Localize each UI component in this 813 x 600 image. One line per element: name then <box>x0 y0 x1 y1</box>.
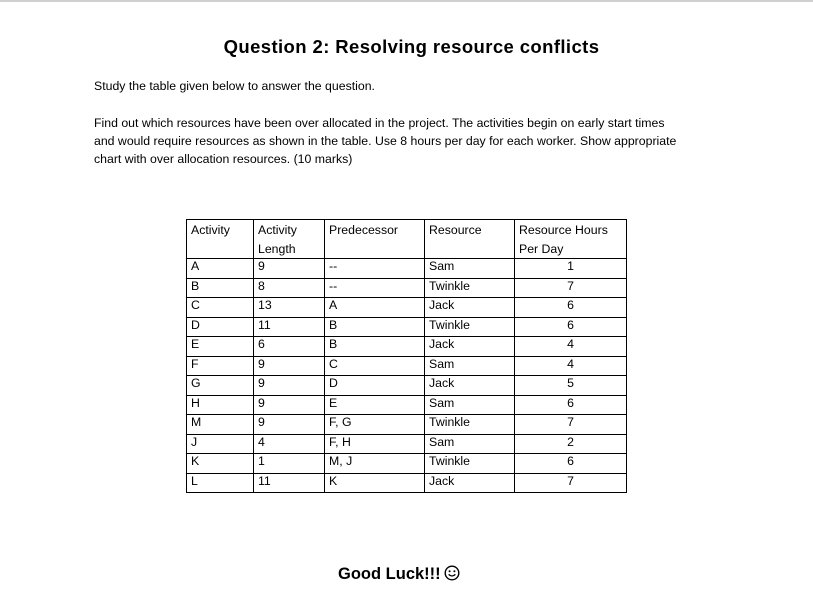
question-title: Question 2: Resolving resource conflicts <box>223 36 600 57</box>
activity-resource-table <box>186 219 627 493</box>
header-activity: Activity <box>187 220 254 259</box>
header-hours-line1: Resource Hours <box>519 223 608 237</box>
cell-resource-hours: 7 <box>515 278 627 298</box>
table-row <box>187 415 627 435</box>
table-row <box>187 473 627 493</box>
cell-resource-hours: 6 <box>515 317 627 337</box>
cell-resource-hours: 6 <box>515 395 627 415</box>
cell-predecessor: A <box>325 298 425 318</box>
cell-length: 9 <box>254 395 325 415</box>
table-row <box>187 395 627 415</box>
cell-length: 9 <box>254 356 325 376</box>
table-row <box>187 434 627 454</box>
cell-length: 9 <box>254 415 325 435</box>
cell-resource-hours: 6 <box>515 298 627 318</box>
cell-predecessor: B <box>325 317 425 337</box>
cell-resource: Sam <box>425 356 515 376</box>
cell-resource: Jack <box>425 376 515 396</box>
closing-text: Good Luck!!! <box>338 565 441 583</box>
cell-activity: C <box>187 298 254 318</box>
cell-length: 1 <box>254 454 325 474</box>
table-header-row <box>187 220 627 259</box>
cell-predecessor: M, J <box>325 454 425 474</box>
table-row <box>187 356 627 376</box>
cell-predecessor: F, G <box>325 415 425 435</box>
cell-predecessor: F, H <box>325 434 425 454</box>
instructions-paragraph <box>94 114 774 168</box>
table-row <box>187 259 627 279</box>
cell-resource: Sam <box>425 434 515 454</box>
cell-predecessor: -- <box>325 259 425 279</box>
cell-resource: Jack <box>425 473 515 493</box>
instructions-line: and would require resources as shown in the table. Use 8 hours per day for each worker. Show appropriate <box>94 134 677 148</box>
header-resource: Resource <box>425 220 515 259</box>
cell-activity: L <box>187 473 254 493</box>
cell-resource-hours: 4 <box>515 356 627 376</box>
cell-length: 4 <box>254 434 325 454</box>
table-row <box>187 298 627 318</box>
cell-resource-hours: 7 <box>515 415 627 435</box>
closing-message <box>338 565 460 586</box>
cell-resource: Twinkle <box>425 278 515 298</box>
header-resource-hours <box>515 220 627 259</box>
header-length-line1: Activity <box>258 223 297 237</box>
cell-activity: H <box>187 395 254 415</box>
cell-resource: Sam <box>425 395 515 415</box>
cell-resource: Jack <box>425 298 515 318</box>
cell-resource-hours: 7 <box>515 473 627 493</box>
cell-activity: E <box>187 337 254 357</box>
cell-predecessor: D <box>325 376 425 396</box>
cell-predecessor: -- <box>325 278 425 298</box>
cell-activity: F <box>187 356 254 376</box>
cell-activity: K <box>187 454 254 474</box>
cell-activity: M <box>187 415 254 435</box>
cell-resource-hours: 4 <box>515 337 627 357</box>
instructions-line: chart with over allocation resources. (10 marks) <box>94 152 353 166</box>
cell-activity: A <box>187 259 254 279</box>
header-hours-line2: Per Day <box>519 241 564 256</box>
cell-activity: B <box>187 278 254 298</box>
cell-predecessor: E <box>325 395 425 415</box>
cell-resource: Jack <box>425 337 515 357</box>
cell-activity: J <box>187 434 254 454</box>
table-row <box>187 278 627 298</box>
cell-length: 6 <box>254 337 325 357</box>
table-row <box>187 376 627 396</box>
cell-activity: D <box>187 317 254 337</box>
cell-resource: Twinkle <box>425 454 515 474</box>
cell-resource-hours: 6 <box>515 454 627 474</box>
cell-predecessor: C <box>325 356 425 376</box>
intro-text: Study the table given below to answer the question. <box>94 79 375 93</box>
cell-resource: Twinkle <box>425 317 515 337</box>
table-row <box>187 317 627 337</box>
cell-length: 13 <box>254 298 325 318</box>
cell-length: 9 <box>254 376 325 396</box>
header-length-line2: Length <box>258 241 296 256</box>
header-predecessor: Predecessor <box>325 220 425 259</box>
table-body <box>187 259 627 493</box>
header-activity-length <box>254 220 325 259</box>
top-divider <box>0 0 813 2</box>
cell-resource-hours: 2 <box>515 434 627 454</box>
cell-resource-hours: 5 <box>515 376 627 396</box>
smiley-face-icon <box>444 565 460 586</box>
cell-length: 11 <box>254 473 325 493</box>
cell-length: 9 <box>254 259 325 279</box>
cell-resource: Sam <box>425 259 515 279</box>
cell-predecessor: B <box>325 337 425 357</box>
table-row <box>187 337 627 357</box>
cell-resource-hours: 1 <box>515 259 627 279</box>
table-row <box>187 454 627 474</box>
cell-predecessor: K <box>325 473 425 493</box>
instructions-line: Find out which resources have been over allocated in the project. The activities begin on early start times <box>94 116 665 130</box>
cell-length: 8 <box>254 278 325 298</box>
cell-resource: Twinkle <box>425 415 515 435</box>
cell-length: 11 <box>254 317 325 337</box>
cell-activity: G <box>187 376 254 396</box>
